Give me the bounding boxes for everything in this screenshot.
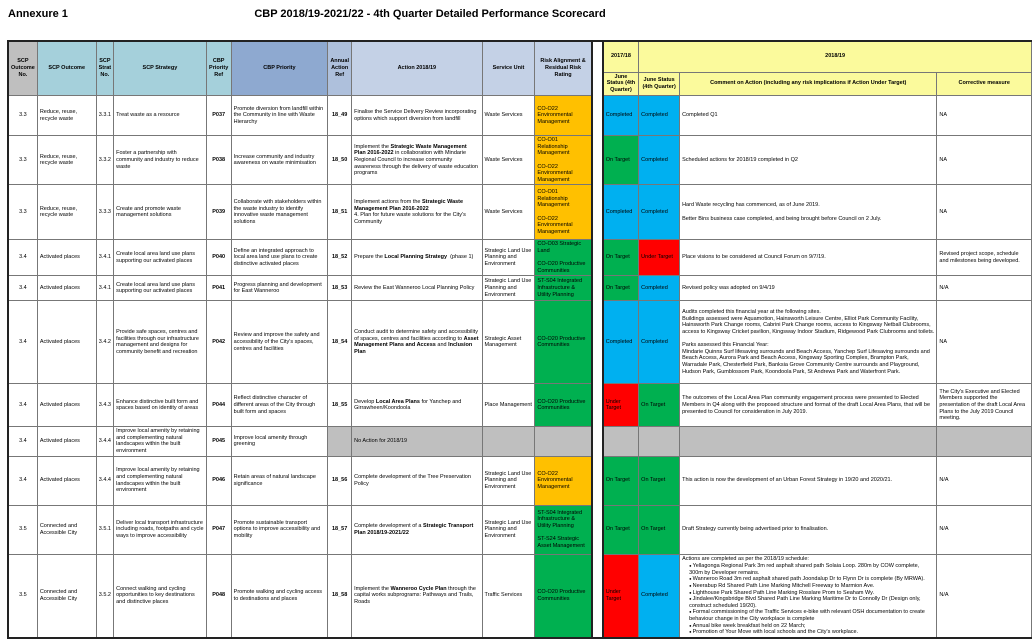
status-2017-18-cell <box>603 427 639 456</box>
status-2018-19-cell: Completed <box>639 276 680 301</box>
status-2018-19-cell: Under Target <box>639 240 680 276</box>
scp-strat-no-cell: 3.4.4 <box>96 456 114 505</box>
status-2017-18-cell: Completed <box>603 96 639 136</box>
cbp-priority-cell: Collaborate with stakeholders within the waste industry to identify innovative waste management solutions <box>231 185 327 240</box>
col-header-annual-action-ref: Annual Action Ref <box>328 41 352 96</box>
col-header-scp-strategy: SCP Strategy <box>114 41 207 96</box>
col-header-action: Action 2018/19 <box>352 41 482 96</box>
status-2017-18-cell: Completed <box>603 301 639 384</box>
comment-cell: This action is now the development of an Urban Forest Strategy in 19/20 and 2020/21. <box>680 456 937 505</box>
cbp-priority-ref-cell: P042 <box>206 301 231 384</box>
corrective-measure-cell <box>937 427 1032 456</box>
risk-rating-cell: CO-O20 Productive Communities <box>535 301 592 384</box>
corrective-measure-cell: N/A <box>937 456 1032 505</box>
corrective-measure-cell: The City's Executive and Elected Members supported the presentation of the draft Local Area Plans to the July 2019 Council meeting. <box>937 384 1032 427</box>
action-cell: Review the East Wanneroo Local Planning Policy <box>352 276 482 301</box>
scp-outcome-cell: Reduce, reuse, recycle waste <box>37 136 96 185</box>
status-2017-18-cell: Under Target <box>603 384 639 427</box>
scp-outcome-no-cell: 3.4 <box>8 456 37 505</box>
corrective-measure-cell: NA <box>937 96 1032 136</box>
status-2017-18-cell: On Target <box>603 240 639 276</box>
comment-cell: The outcomes of the Local Area Plan community engagement process were presented to Elected Members in Q4 along with the proposed structure and format of the draft Local Area Plans, that will be presented to Council for consideration in July 2019. <box>680 384 937 427</box>
table-gap <box>592 96 603 136</box>
cbp-priority-cell: Improve local amenity through greening <box>231 427 327 456</box>
page-title: CBP 2018/19-2021/22 - 4th Quarter Detailed Performance Scorecard <box>254 8 606 20</box>
risk-rating-cell: CO-O20 Productive Communities <box>535 554 592 638</box>
table-gap <box>592 301 603 384</box>
service-unit-cell: Traffic Services <box>482 554 535 638</box>
table-gap <box>592 240 603 276</box>
col-header-cbp-priority-ref: CBP Priority Ref <box>206 41 231 96</box>
service-unit-cell: Strategic Land Use Planning and Environment <box>482 505 535 554</box>
scp-outcome-cell: Connected and Accessible City <box>37 505 96 554</box>
table-gap <box>592 185 603 240</box>
scp-outcome-no-cell: 3.3 <box>8 136 37 185</box>
status-2017-18-cell: On Target <box>603 505 639 554</box>
status-2017-18-cell: On Target <box>603 276 639 301</box>
scp-outcome-cell: Activated places <box>37 240 96 276</box>
cbp-priority-cell: Promote sustainable transport options to improve accessibility and mobility <box>231 505 327 554</box>
status-2018-19-cell: Completed <box>639 185 680 240</box>
table-row <box>8 427 1032 456</box>
scp-outcome-cell: Activated places <box>37 384 96 427</box>
service-unit-cell: Strategic Land Use Planning and Environment <box>482 240 535 276</box>
col-header-june-status-1819: June Status (4th Quarter) <box>639 72 680 96</box>
action-cell: Implement actions from the Strategic Waste Management Plan 2016-2022 4. Plan for future waste solutions for the City's Community <box>352 185 482 240</box>
action-cell: Prepare the Local Planning Strategy (phase 1) <box>352 240 482 276</box>
status-2018-19-cell: On Target <box>639 505 680 554</box>
comment-cell <box>680 427 937 456</box>
table-header <box>8 41 1032 96</box>
cbp-priority-cell: Progress planning and development for East Wanneroo <box>231 276 327 301</box>
table-gap <box>592 136 603 185</box>
table-row <box>8 505 1032 554</box>
corrective-measure-cell: N/A <box>937 554 1032 638</box>
cbp-priority-ref-cell: P037 <box>206 96 231 136</box>
scp-strat-no-cell: 3.5.1 <box>96 505 114 554</box>
table-row <box>8 384 1032 427</box>
status-2018-19-cell <box>639 427 680 456</box>
corrective-measure-cell: NA <box>937 301 1032 384</box>
scp-strategy-cell: Improve local amenity by retaining and complementing natural landscapes within the built environment <box>114 456 207 505</box>
col-header-scp-outcome: SCP Outcome <box>37 41 96 96</box>
service-unit-cell: Waste Services <box>482 185 535 240</box>
cbp-priority-cell: Promote diversion from landfill within the Community in line with Waste Hierarchy <box>231 96 327 136</box>
scp-strat-no-cell: 3.4.1 <box>96 240 114 276</box>
action-cell: No Action for 2018/19 <box>352 427 482 456</box>
cbp-priority-cell: Increase community and industry awareness on waste minimisation <box>231 136 327 185</box>
scp-strategy-cell: Create local area land use plans supporting our activated places <box>114 276 207 301</box>
scp-strat-no-cell: 3.4.2 <box>96 301 114 384</box>
risk-rating-cell: CO-O20 Productive Communities <box>535 384 592 427</box>
table-row <box>8 276 1032 301</box>
scp-outcome-no-cell: 3.4 <box>8 276 37 301</box>
scp-outcome-cell: Activated places <box>37 301 96 384</box>
corrective-measure-cell: NA <box>937 185 1032 240</box>
table-gap <box>592 276 603 301</box>
table-row <box>8 136 1032 185</box>
scp-strat-no-cell: 3.5.2 <box>96 554 114 638</box>
annual-action-ref-cell: 18_54 <box>328 301 352 384</box>
scp-outcome-no-cell: 3.4 <box>8 384 37 427</box>
table-gap <box>592 427 603 456</box>
table-body <box>8 96 1032 638</box>
cbp-priority-ref-cell: P040 <box>206 240 231 276</box>
status-2017-18-cell: On Target <box>603 456 639 505</box>
scp-strategy-cell: Provide safe spaces, centres and facilities through our infrastructure management and designs for community benefit and recreation <box>114 301 207 384</box>
cbp-priority-ref-cell: P046 <box>206 456 231 505</box>
col-header-june-status-1718: June Status (4th Quarter) <box>603 72 639 96</box>
annual-action-ref-cell: 18_50 <box>328 136 352 185</box>
corrective-measure-cell: N/A <box>937 276 1032 301</box>
status-2018-19-cell: Completed <box>639 301 680 384</box>
cbp-priority-ref-cell: P041 <box>206 276 231 301</box>
risk-rating-cell: CO-O22 Environmental Management <box>535 456 592 505</box>
comment-cell: Completed Q1 <box>680 96 937 136</box>
cbp-priority-ref-cell: P047 <box>206 505 231 554</box>
cbp-priority-cell: Review and improve the safety and accessibility of the City's spaces, centres and facilities <box>231 301 327 384</box>
scp-outcome-no-cell: 3.5 <box>8 554 37 638</box>
scp-strat-no-cell: 3.4.4 <box>96 427 114 456</box>
action-cell: Conduct audit to determine safety and accessibility of spaces, centres and facilities according to Asset Management Plans and Access and Inclusion Plan <box>352 301 482 384</box>
annual-action-ref-cell <box>328 427 352 456</box>
scp-outcome-cell: Connected and Accessible City <box>37 554 96 638</box>
col-header-cbp-priority: CBP Priority <box>231 41 327 96</box>
scp-outcome-no-cell: 3.5 <box>8 505 37 554</box>
cbp-priority-ref-cell: P039 <box>206 185 231 240</box>
scp-outcome-no-cell: 3.3 <box>8 185 37 240</box>
comment-cell: Hard Waste recycling has commenced, as of June 2019. Better Bins business case completed, and being brought before Council on 2 July. <box>680 185 937 240</box>
scp-strategy-cell: Create and promote waste management solutions <box>114 185 207 240</box>
action-cell: Complete development of the Tree Preservation Policy <box>352 456 482 505</box>
scp-strategy-cell: Deliver local transport infrastructure including roads, footpaths and cycle ways to improve accessibility <box>114 505 207 554</box>
status-2017-18-cell: Completed <box>603 185 639 240</box>
risk-rating-cell: ST-S04 Integrated Infrastructure & Utility Planning <box>535 276 592 301</box>
risk-rating-cell: CO-O01 Relationship Management CO-O22 Environmental Management <box>535 136 592 185</box>
col-header-corrective: Corrective measure <box>937 72 1032 96</box>
table-row <box>8 456 1032 505</box>
comment-cell: Audits completed this financial year at the following sites. Buildings assessed were Aquamotion, Hainsworth Leisure Centre, Elliot Park Community Facility, Hainsworth Park Change rooms, Cabrini Park Change rooms, access to Kingsway Netball Clubrooms, access to Kingsway Cricket pavilion, Kingsway Indoor Stadium, Ridgewood Park Clubrooms and toilets. Parks assessed this Financial Year: Mindarie Quinns Surf lifesaving surrounds and Beach Access, Yanchep Surf Lifesaving surrounds and Beach Access, Aurora Park and Beach Access, Kingsway Sporting Complex, Brampton Park, Warradale Park, Chesterfield Park, Banksia Grove Community Centre surrounds and Playground, Hudson Park, Gumblossom Park, Koondoola Park, St Andrews Park and Waterfront Park. <box>680 301 937 384</box>
table-row <box>8 96 1032 136</box>
service-unit-cell: Waste Services <box>482 136 535 185</box>
cbp-priority-cell: Reflect distinctive character of different areas of the City through built form and spaces <box>231 384 327 427</box>
scp-outcome-no-cell: 3.3 <box>8 96 37 136</box>
table-gap <box>592 41 603 96</box>
scp-strategy-cell: Create local area land use plans supporting our activated places <box>114 240 207 276</box>
comment-cell: Revised policy was adopted on 9/4/19 <box>680 276 937 301</box>
scp-outcome-cell: Activated places <box>37 427 96 456</box>
comment-cell: Place visions to be considered at Council Forum on 9/7/19. <box>680 240 937 276</box>
scp-outcome-cell: Reduce, reuse, recycle waste <box>37 185 96 240</box>
annual-action-ref-cell: 18_49 <box>328 96 352 136</box>
status-2018-19-cell: Completed <box>639 96 680 136</box>
risk-rating-cell: CO-O01 Relationship Management CO-O22 Environmental Management <box>535 185 592 240</box>
service-unit-cell: Strategic Land Use Planning and Environment <box>482 276 535 301</box>
scp-strat-no-cell: 3.3.2 <box>96 136 114 185</box>
cbp-priority-ref-cell: P038 <box>206 136 231 185</box>
scp-outcome-cell: Activated places <box>37 276 96 301</box>
service-unit-cell: Strategic Land Use Planning and Environment <box>482 456 535 505</box>
scp-strategy-cell: Treat waste as a resource <box>114 96 207 136</box>
status-2017-18-cell: On Target <box>603 136 639 185</box>
col-header-year-2017-18: 2017/18 <box>603 41 639 72</box>
scp-strat-no-cell: 3.3.1 <box>96 96 114 136</box>
risk-rating-cell: ST-S04 Integrated Infrastructure & Utility Planning ST-S24 Strategic Asset Management <box>535 505 592 554</box>
annexure-label: Annexure 1 <box>8 8 68 20</box>
service-unit-cell: Place Management <box>482 384 535 427</box>
corrective-measure-cell: Revised project scope, schedule and milestones being developed. <box>937 240 1032 276</box>
cbp-priority-cell: Define an integrated approach to local area land use plans to create distinctive activated places <box>231 240 327 276</box>
scp-strat-no-cell: 3.4.1 <box>96 276 114 301</box>
annual-action-ref-cell: 18_51 <box>328 185 352 240</box>
scp-outcome-no-cell: 3.4 <box>8 427 37 456</box>
scp-strategy-cell: Improve local amenity by retaining and complementing natural landscapes within the built environment <box>114 427 207 456</box>
annual-action-ref-cell: 18_53 <box>328 276 352 301</box>
scp-strat-no-cell: 3.3.3 <box>96 185 114 240</box>
annual-action-ref-cell: 18_58 <box>328 554 352 638</box>
table-gap <box>592 505 603 554</box>
scp-outcome-cell: Activated places <box>37 456 96 505</box>
service-unit-cell: Strategic Asset Management <box>482 301 535 384</box>
col-header-risk-alignment: Risk Alignment & Residual Risk Rating <box>535 41 592 96</box>
status-2018-19-cell: On Target <box>639 456 680 505</box>
status-2018-19-cell: Completed <box>639 554 680 638</box>
table-row <box>8 240 1032 276</box>
comment-cell: Scheduled actions for 2018/19 completed in Q2 <box>680 136 937 185</box>
cbp-priority-ref-cell: P044 <box>206 384 231 427</box>
corrective-measure-cell: N/A <box>937 505 1032 554</box>
risk-rating-cell: CO-O03 Strategic Land CO-O20 Productive Communities <box>535 240 592 276</box>
action-cell: Develop Local Area Plans for Yanchep and Girrawheen/Koondoola <box>352 384 482 427</box>
action-cell: Finalise the Service Delivery Review incorporating options which support diversion from landfill <box>352 96 482 136</box>
cbp-priority-ref-cell: P045 <box>206 427 231 456</box>
scp-outcome-cell: Reduce, reuse, recycle waste <box>37 96 96 136</box>
cbp-priority-cell: Retain areas of natural landscape significance <box>231 456 327 505</box>
comment-cell: Actions are completed as per the 2018/19 schedule: ● Yellagonga Regional Park 3m red asphalt shared path Solaia Loop. 280m by COW complete, 300m by Developer remains. ● Wanneroo Road 3m red asphalt shared path Joondalup Dr to Flynn Dr is complete (By MRWA). ● Neerabup Rd Shared Path Line Marking Mitchell Freeway to Marmion Ave. ● Lighthouse Park Shared Path Line Marking Rosslare Prom to Seaham Wy. ● Jindalee/Kingsbridge Blvd Shared Path Line Marking Maritime Dr to Connolly Dr (Design only, construct scheduled 19/20). ● Formal commissioning of the Traffic Services e-bike with relevant OSH documentation to create behaviour change in the City workplace is complete ● Annual bike week breakfast held on 22 March; ● Promotion of Your Move with local schools and the City's workplace. <box>680 554 937 638</box>
risk-rating-cell: CO-O22 Environmental Management <box>535 96 592 136</box>
annual-action-ref-cell: 18_56 <box>328 456 352 505</box>
scorecard-table <box>7 40 1032 639</box>
action-cell: Complete development of a Strategic Transport Plan 2018/19-2021/22 <box>352 505 482 554</box>
annual-action-ref-cell: 18_55 <box>328 384 352 427</box>
scp-outcome-no-cell: 3.4 <box>8 301 37 384</box>
status-2018-19-cell: Completed <box>639 136 680 185</box>
status-2018-19-cell: On Target <box>639 384 680 427</box>
col-header-scp-strat-no: SCP Strat No. <box>96 41 114 96</box>
table-gap <box>592 456 603 505</box>
col-header-scp-outcome-no: SCP Outcome No. <box>8 41 37 96</box>
annual-action-ref-cell: 18_57 <box>328 505 352 554</box>
table-row <box>8 554 1032 638</box>
col-header-year-2018-19: 2018/19 <box>639 41 1032 72</box>
scp-strat-no-cell: 3.4.3 <box>96 384 114 427</box>
cbp-priority-cell: Promote walking and cycling access to destinations and places <box>231 554 327 638</box>
title-bar <box>0 0 1032 40</box>
status-2017-18-cell: Under Target <box>603 554 639 638</box>
scp-strategy-cell: Connect walking and cycling opportunities to key destinations and distinctive places <box>114 554 207 638</box>
scp-strategy-cell: Enhance distinctive built form and spaces based on identity of areas <box>114 384 207 427</box>
action-cell: Implement the Strategic Waste Management Plan 2016-2022 in collaboration with Mindarie Regional Council to increase community awareness through the delivery of waste education programs <box>352 136 482 185</box>
scp-outcome-no-cell: 3.4 <box>8 240 37 276</box>
comment-cell: Draft Strategy currently being advertised prior to finalisation. <box>680 505 937 554</box>
table-gap <box>592 384 603 427</box>
corrective-measure-cell: NA <box>937 136 1032 185</box>
col-header-comment: Comment on Action (including any risk implications if Action Under Target) <box>680 72 937 96</box>
risk-rating-cell <box>535 427 592 456</box>
service-unit-cell <box>482 427 535 456</box>
table-row <box>8 185 1032 240</box>
action-cell: Implement the Wanneroo Cycle Plan through the capital works subprograms: Pathways and Trails, Roads <box>352 554 482 638</box>
col-header-service-unit: Service Unit <box>482 41 535 96</box>
cbp-priority-ref-cell: P048 <box>206 554 231 638</box>
table-row <box>8 301 1032 384</box>
annual-action-ref-cell: 18_52 <box>328 240 352 276</box>
table-gap <box>592 554 603 638</box>
service-unit-cell: Waste Services <box>482 96 535 136</box>
scp-strategy-cell: Foster a partnership with community and industry to reduce waste <box>114 136 207 185</box>
